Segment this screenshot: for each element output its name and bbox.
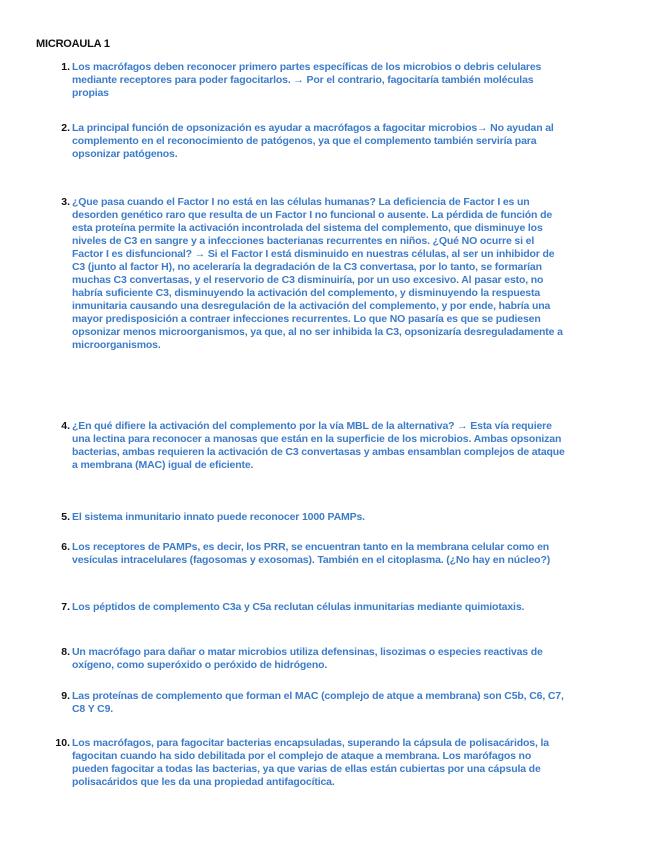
item-number: 8. xyxy=(61,646,70,658)
item-number: 9. xyxy=(61,690,70,702)
item-text: ¿En qué difiere la activación del complemento por la vía MBL de la alternativa? → Esta vía requiere una lectina para reconocer a manosas que están en la superficie de los microbios. Ambas opsonizan bacterias, ambas requieren la activación de C3 convertasas y ambas ensamblan complejos de ataque a membrana (MAC) igual de eficiente. xyxy=(72,420,565,471)
item-text: Los receptores de PAMPs, es decir, los PRR, se encuentran tanto en la membrana celular como en vesículas intracelulares (fagosomas y exosomas). También en el citoplasma. (¿No hay en núcleo?) xyxy=(72,541,551,566)
item-text: ¿Que pasa cuando el Factor I no está en las células humanas? La deficiencia de Factor I es un desorden genético raro que resulta de un Factor I no funcional o ausente. La pérdida de función de esta proteína permite la activación incontrolada del sistema del complemento, que disminuye los niveles de C3 en sangre y a infecciones bacterianas recurrentes en niños. ¿Qué NO ocurre si el Factor I es disfuncional? → Si el Factor I está disminuido en nuestras células, al ser un inhibidor de C3 (junto al factor H), no aceleraría la degradación de la C3 convertasa, por lo tanto, se formarían muchas C3 convertasas, y el reservorio de C3 disminuiría, por un uso excesivo. Al pasar esto, no habría suficiente C3, disminuyendo la activación del complemento, y disminuyendo la respuesta inmunitaria causando una desregulación de la activación del complemento, y por ende, habría una mayor predisposición a contraer infecciones recurrentes. Lo que NO pasaría es que se pudiesen opsonizar menos microorganismos, ya que, al no ser inhibida la C3, opsonizaría desreguladamente a microorganismos. xyxy=(72,196,563,351)
item-number: 7. xyxy=(61,601,70,613)
item-number: 10. xyxy=(55,737,70,749)
item-number: 4. xyxy=(61,420,70,432)
item-number: 6. xyxy=(61,541,70,553)
item-text: Los macrófagos deben reconocer primero partes específicas de los microbios o debris celulares mediante receptores para poder fagocitarlos. → Por el contrario, fagocitaría también moléculas propias xyxy=(72,61,542,99)
document-title: MICROAULA 1 xyxy=(36,38,110,50)
item-text: Los macrófagos, para fagocitar bacterias encapsuladas, superando la cápsula de polisacáridos, la fagocitan cuando ha sido debilitada por el complejo de ataque a membrana. Los marófagos no pueden fagocitar a todas las bacterias, ya que varias de ellas están cubiertas por una cápsula de polisacáridos que les da una propiedad antifagocítica. xyxy=(72,737,549,788)
item-text: El sistema inmunitario innato puede reconocer 1000 PAMPs. xyxy=(72,511,365,523)
item-text: La principal función de opsonización es ayudar a macrófagos a fagocitar microbios→ No ayudan al complemento en el reconocimiento de patógenos, ya que el complemento también serviría para opsonizar patógenos. xyxy=(72,122,554,160)
item-number: 1. xyxy=(61,61,70,73)
item-number: 5. xyxy=(61,511,70,523)
item-text: Los péptidos de complemento C3a y C5a reclutan células inmunitarias mediante quimiotaxis. xyxy=(72,601,525,613)
item-number: 3. xyxy=(61,196,70,208)
item-text: Un macrófago para dañar o matar microbios utiliza defensinas, lisozimas o especies reactivas de oxígeno, como superóxido o peróxido de hidrógeno. xyxy=(72,646,543,671)
item-text: Las proteínas de complemento que forman el MAC (complejo de atque a membrana) son C5b, C6, C7, C8 Y C9. xyxy=(72,690,564,715)
item-number: 2. xyxy=(61,122,70,134)
